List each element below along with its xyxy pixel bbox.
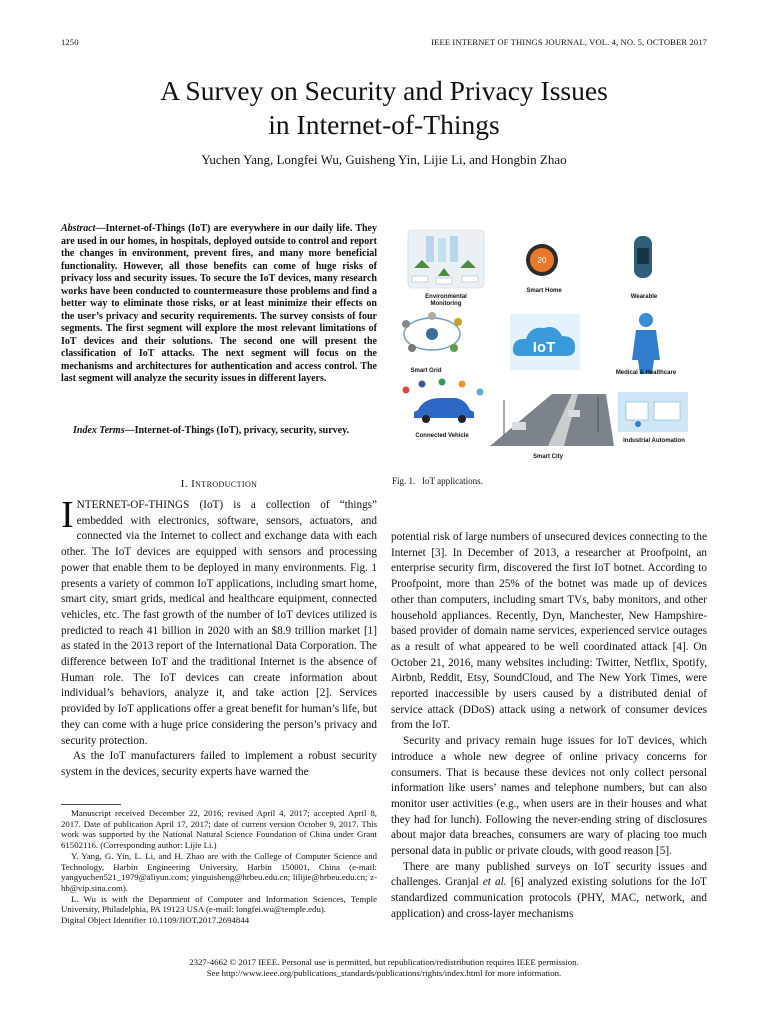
label-env-1: Environmental xyxy=(425,294,467,300)
right-paragraph-3-b: [6] analyzed existing solutions for the IoT standardized communication protocols (PHY, MAC, network, and application) and cross-layer mechanisms xyxy=(391,876,708,920)
footnote-affiliation-2: L. Wu is with the Department of Computer and Information Sciences, Temple University, Philadelphia, PA 19123 USA (e-mail: longfei.wu@temple.edu). xyxy=(61,893,377,915)
wearable-band-icon xyxy=(634,236,652,278)
footnote-affiliation-1: Y. Yang, G. Yin, L. Li, and H. Zhao are with the College of Computer Science and Technology, Harbin Engineering University, Harbin 150001, China (e-mail: yangyuchen521_1979@aliyun.com; yinguisheng@hrbeu.edu.cn; lilijie@hrbeu.edu.cn; z-hb@vip.sina.com). xyxy=(61,850,377,893)
label-medical: Medical & Healthcare xyxy=(615,370,677,376)
label-industrial: Industrial Automation xyxy=(623,438,685,444)
label-wearable: Wearable xyxy=(630,294,658,300)
smart-city-illustration xyxy=(490,394,614,446)
right-column-body xyxy=(391,530,707,923)
copyright-line-2: See http://www.ieee.org/publications_standards/publications/rights/index.html for more information. xyxy=(206,968,562,978)
footnote-doi: Digital Object Identifier 10.1109/JIOT.2017.2694844 xyxy=(61,915,250,926)
footnote-manuscript: Manuscript received December 22, 2016; revised April 4, 2017; accepted April 8, 2017. Date of publication April 17, 2017; date of current version October 9, 2017. This work was supported by the National Natural Science Foundation of China under Grant 61502116. (Corresponding author: Lijie Li.) xyxy=(61,808,377,851)
index-terms-text: —Internet-of-Things (IoT), privacy, security, survey. xyxy=(124,425,350,436)
index-terms xyxy=(61,425,377,438)
copyright-line-1: 2327-4662 © 2017 IEEE. Personal use is permitted, but republication/redistribution requires IEEE permission. xyxy=(189,957,579,967)
right-paragraph-2: Security and privacy remain huge issues for IoT devices, which introduce a whole new degree of online privacy concerns for consumers. That is because these devices not only collect personal information like users’ names and telephone numbers, but can also monitor user activities (e.g., when users are in their houses and what they had for lunch). Following the never-ending string of disclosures about major data breaches, consumers are wary of placing too much personal data in public or private clouds, with good reason [5]. xyxy=(391,735,707,858)
section-heading xyxy=(61,478,377,490)
thermostat-value: 20 xyxy=(537,256,547,265)
right-paragraph-3-a: There are many published surveys on IoT security issues and challenges. Granjal xyxy=(391,860,707,889)
right-paragraph-3 xyxy=(391,860,707,923)
caption-label: Fig. 1. xyxy=(392,476,416,486)
abstract-text: —Internet-of-Things (IoT) are everywhere in our daily life. They are used in our homes, in hospitals, deployed outside to control and report the changes in environment, prevent fires, and many more beneficial functionality. However, all those benefits can come of huge risks of privacy loss and security issues. To secure the IoT devices, many research works have been conducted to countermeasure those problems and find a better way to eliminate those risks, or at least minimize their effects on the user’s privacy and security requirements. The survey consists of four segments. The first segment will explore the most relevant limitations of IoT devices and their solutions. The second one will present the classification of IoT attacks. The next segment will focus on the mechanisms and architectures for authentication and access control. The last segment will analyze the security issues in different layers. xyxy=(61,223,377,384)
footnotes xyxy=(61,808,377,926)
journal-header: IEEE INTERNET OF THINGS JOURNAL, VOL. 4, NO. 5, OCTOBER 2017 xyxy=(431,37,707,47)
left-column-body xyxy=(61,494,377,781)
environmental-monitoring-illustration xyxy=(408,230,484,288)
copyright-footer xyxy=(0,957,768,979)
intro-paragraph-1 xyxy=(61,494,377,749)
drop-cap: I xyxy=(61,494,74,536)
index-terms-label: Index Terms xyxy=(73,425,125,436)
title-line-2: in Internet-of-Things xyxy=(268,109,500,140)
connected-vehicle-illustration xyxy=(403,379,484,424)
right-paragraph-3-etal: et al. xyxy=(482,876,507,889)
smart-grid-illustration xyxy=(402,312,462,352)
page-number: 1250 xyxy=(61,37,79,47)
figure-iot-applications xyxy=(392,224,712,464)
label-smart-grid: Smart Grid xyxy=(410,368,442,374)
right-paragraph-1: potential risk of large numbers of unsecured devices connecting to the Internet [3]. In December of 2013, a researcher at Proofpoint, an enterprise security firm, discovered the first IoT botnet. According to Proofpoint, more than 25% of the botnet was made up of devices other than computers, including smart TVs, baby monitors, and other household appliances. Recently, Dyn, Manchester, New Hampshire-based provider of domain name services, experienced service outages as a result of what appeared to be well coordinated attack [4]. On October 21, 2016, many websites including: Twitter, Netflix, Spotify, Airbnb, Reddit, Etsy, SoundCloud, and The New York Times, were reported inaccessible by users caused by a distributed denial of service attack (DDoS) attack using a network of consumer devices from the IoT. xyxy=(391,531,707,732)
paper-title xyxy=(60,74,708,142)
authors: Yuchen Yang, Longfei Wu, Guisheng Yin, Lijie Li, and Hongbin Zhao xyxy=(201,152,567,167)
iot-cloud-text: IoT xyxy=(532,339,556,356)
intro-paragraph-2: As the IoT manufacturers failed to implement a robust security system in the devices, security experts have warned the xyxy=(61,750,377,778)
abstract-label: Abstract xyxy=(61,223,96,234)
title-line-1: A Survey on Security and Privacy Issues xyxy=(160,75,608,106)
label-smart-city: Smart City xyxy=(532,454,564,460)
figure-caption xyxy=(392,476,483,486)
industrial-automation-illustration xyxy=(618,392,688,432)
abstract xyxy=(61,223,377,386)
iot-cloud-icon xyxy=(510,314,580,370)
label-env-2: Monitoring xyxy=(430,301,462,307)
thermostat-icon xyxy=(526,244,558,276)
label-connected-vehicle: Connected Vehicle xyxy=(415,433,469,439)
section-title: Introduction xyxy=(191,478,258,490)
medical-figure-illustration xyxy=(632,313,660,374)
intro-paragraph-1-text: NTERNET-OF-THINGS (IoT) is a collection of “things” embedded with electronics, software, sensors, actuators, and connected via the Internet to collect and exchange data with each other. The IoT devices are equipped with sensors and processing power that enable them to be deployed in many environments. Fig. 1 presents a variety of common IoT applications, including smart home, smart city, smart grids, medical and healthcare equipment, connected vehicles, etc. The fast growth of the number of IoT devices utilized is predicted to reach 41 billion in 2020 with an $8.9 trillion market [1] as stated in the 2013 report of the International Data Corporation. The difference between IoT and the traditional Internet is the absence of Human role. The IoT devices can create information about individual’s behaviors, analyze it, and take action [2]. Services provided by IoT applications offer a great benefit for human’s life, but they can come with a huge price considering the person’s privacy and security protection. xyxy=(61,499,377,747)
section-number: I. xyxy=(180,478,188,490)
footnote-rule xyxy=(61,804,121,805)
caption-text: IoT applications. xyxy=(422,476,483,486)
label-smart-home: Smart Home xyxy=(526,288,562,294)
